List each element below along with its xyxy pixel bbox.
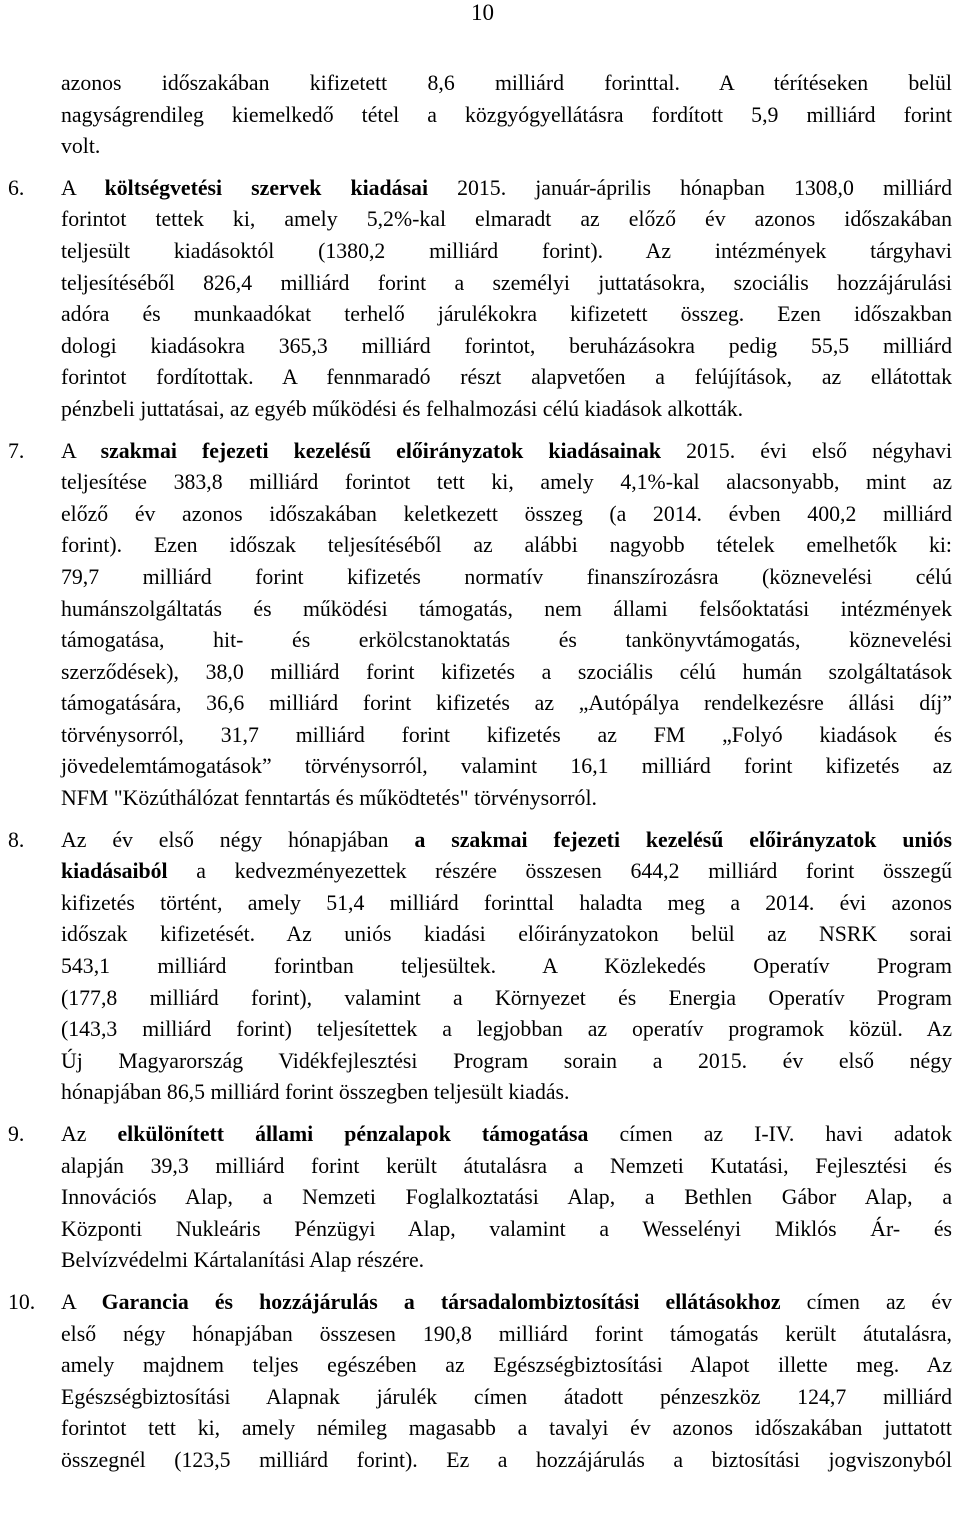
text-line: forintot fordítottak. A fennmaradó részt alapvetően a felújítások, az ellátottak — [61, 365, 952, 390]
list-item-9 — [0, 1119, 960, 1277]
text-line: forint). Ezen időszak teljesítéséből az alábbi nagyobb tételek emelhetők ki: — [61, 533, 952, 558]
document-body — [0, 68, 960, 1477]
list-item-number: 7. — [8, 438, 25, 463]
page-number: 10 — [471, 0, 494, 25]
text-line: törvénysorról, 31,7 milliárd forint kifizetés az FM „Folyó kiadások és — [61, 722, 952, 747]
text-line: 79,7 milliárd forint kifizetés normatív finanszírozásra (köznevelési célú — [61, 564, 952, 589]
emphasis: elkülönített állami pénzalapok támogatása — [117, 1122, 589, 1146]
list-item-10 — [0, 1287, 960, 1477]
list-item-number: 10. — [8, 1289, 36, 1314]
text-line: humánszolgáltatás és működési támogatás, nem állami felsőoktatási intézmények — [61, 596, 952, 621]
text-line: teljesült kiadásoktól (1380,2 milliárd forint). Az intézmények tárgyhavi — [61, 238, 952, 263]
text-line: teljesítése 383,8 milliárd forintot tett ki, amely 4,1%-kal alacsonyabb, mint az — [61, 470, 952, 495]
list-item-7 — [0, 436, 960, 815]
text-line: Egészségbiztosítási Alapnak járulék címen átadott pénzeszköz 124,7 milliárd — [61, 1384, 952, 1409]
text-line: szerződések), 38,0 milliárd forint kifizetés a szociális célú humán szolgáltatások — [61, 659, 952, 684]
text-line: Innovációs Alap, a Nemzeti Foglalkoztatási Alap, a Bethlen Gábor Alap, a — [61, 1185, 952, 1210]
text-line: Az év első négy hónapjában a szakmai fejezeti kezelésű előirányzatok uniós — [61, 827, 952, 852]
text-line: Az elkülönített állami pénzalapok támogatása címen az I-IV. havi adatok — [61, 1122, 952, 1146]
text-line: Belvízvédelmi Kártalanítási Alap részére. — [61, 1248, 425, 1273]
text-line: teljesítéséből 826,4 milliárd forint a személyi juttatásokra, szociális hozzájárulási — [61, 270, 952, 295]
text-line: támogatására, 36,6 milliárd forint kifizetés az „Autópálya rendelkezésre állási díj” — [61, 691, 952, 716]
emphasis: kiadásaiból — [61, 859, 168, 884]
text-line: kifizetés történt, amely 51,4 milliárd forinttal haladta meg a 2014. évi azonos — [61, 890, 952, 915]
emphasis: a szakmai fejezeti kezelésű előirányzatok uniós — [414, 827, 952, 852]
list-item-number: 8. — [8, 827, 25, 852]
text-line: volt. — [61, 134, 101, 159]
text-line: Új Magyarország Vidékfejlesztési Program sorain a 2015. év első négy — [61, 1048, 952, 1073]
list-item-8 — [0, 825, 960, 1109]
text-line: pénzbeli juttatásai, az egyéb működési és felhalmozási célú kiadások alkották. — [61, 396, 744, 421]
list-item-number: 9. — [8, 1122, 25, 1146]
text-line: azonos időszakában kifizetett 8,6 milliárd forinttal. A térítéseken belül — [61, 71, 952, 95]
text-line: 543,1 milliárd forintban teljesültek. A Közlekedés Operatív Program — [61, 954, 952, 979]
text-line: összegnél (123,5 milliárd forint). Ez a hozzájárulás a biztosítási jogviszonyból — [61, 1447, 952, 1472]
text-line: előző év azonos időszakában keletkezett összeg (a 2014. évben 400,2 milliárd — [61, 501, 952, 526]
list-item-number: 6. — [8, 175, 25, 200]
text-line: A költségvetési szervek kiadásai 2015. január-április hónapban 1308,0 milliárd — [61, 175, 952, 200]
text-line: amely majdnem teljes egészében az Egészségbiztosítási Alapot illette meg. Az — [61, 1353, 952, 1378]
intro-paragraph — [0, 68, 960, 163]
list-item-6 — [0, 173, 960, 426]
text-line: forintot tett ki, amely némileg magasabb a tavalyi év azonos időszakában juttatott — [61, 1416, 952, 1441]
emphasis: szakmai fejezeti kezelésű előirányzatok kiadásainak — [100, 438, 662, 463]
text-line: (177,8 milliárd forint), valamint a Környezet és Energia Operatív Program — [61, 985, 952, 1010]
text-line: támogatása, hit- és erkölcstanoktatás és tankönyvtámogatás, köznevelési — [61, 628, 952, 653]
text-line: nagyságrendileg kiemelkedő tétel a közgyógyellátásra fordított 5,9 milliárd forint — [61, 102, 952, 127]
text-line: A Garancia és hozzájárulás a társadalombiztosítási ellátásokhoz címen az év — [61, 1289, 952, 1314]
text-line: forintot tettek ki, amely 5,2%-kal elmaradt az előző év azonos időszakában — [61, 207, 952, 232]
text-line: alapján 39,3 milliárd forint került átutalásra a Nemzeti Kutatási, Fejlesztési és — [61, 1153, 952, 1178]
text-line: dologi kiadásokra 365,3 milliárd forintot, beruházásokra pedig 55,5 milliárd — [61, 333, 952, 358]
emphasis: Garancia és hozzájárulás a társadalombiztosítási ellátásokhoz — [101, 1289, 781, 1314]
text-line: adóra és munkaadókat terhelő járulékokra kifizetett összeg. Ezen időszakban — [61, 302, 952, 327]
text-line: kiadásaiból a kedvezményezettek részére összesen 644,2 milliárd forint összegű — [61, 859, 952, 884]
text-line: (143,3 milliárd forint) teljesítettek a legjobban az operatív programok közül. Az — [61, 1017, 952, 1042]
text-line: A szakmai fejezeti kezelésű előirányzatok kiadásainak 2015. évi első négyhavi — [61, 438, 953, 463]
text-line: Központi Nukleáris Pénzügyi Alap, valamint a Wesselényi Miklós Ár- és — [61, 1216, 952, 1241]
text-line: időszak kifizetését. Az uniós kiadási előirányzatokon belül az NSRK sorai — [61, 922, 952, 947]
text-line: NFM "Közúthálózat fenntartás és működtetés" törvénysorról. — [61, 786, 597, 811]
text-line: jövedelemtámogatások” törvénysorról, valamint 16,1 milliárd forint kifizetés az — [61, 754, 952, 779]
text-line: első négy hónapjában összesen 190,8 milliárd forint támogatás került átutalásra, — [61, 1321, 952, 1346]
emphasis: költségvetési szervek kiadásai — [104, 175, 429, 200]
text-line: hónapjában 86,5 milliárd forint összegben teljesült kiadás. — [61, 1080, 570, 1105]
